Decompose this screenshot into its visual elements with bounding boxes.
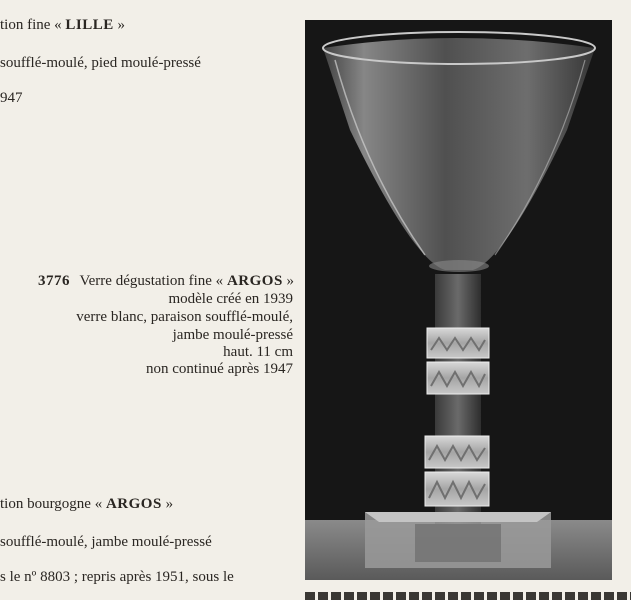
argos-title-suffix: » [282,273,295,289]
bourgogne-title-suffix: » [161,496,174,512]
lille-year: 947 [0,90,23,106]
argos-discontinued-line: non continué après 1947 [145,361,293,377]
catalog-number: 3776 [38,273,70,289]
argos-created-line: modèle créé en 1939 [168,291,293,307]
bourgogne-note: s le nº 8803 ; repris après 1951, sous le [0,569,234,585]
argos-material-line: verre blanc, paraison soufflé-moulé, [76,309,293,325]
lille-title-suffix: » [113,17,126,33]
argos-stem-line: jambe moulé-pressé [172,327,293,343]
bourgogne-title-prefix: tion bourgogne « [0,496,106,512]
glass-photograph [305,20,612,580]
bourgogne-description: soufflé-moulé, jambe moulé-pressé [0,534,212,550]
argos-height-line: haut. 11 cm [223,344,293,360]
page-edge-decoration [305,592,631,600]
argos-entry-heading [38,272,294,290]
lille-title-name: LILLE [65,17,114,33]
argos-title-prefix: Verre dégustation fine « [79,273,227,289]
lille-description: soufflé-moulé, pied moulé-pressé [0,55,201,71]
bourgogne-title-name: ARGOS [105,496,162,512]
lille-title [0,16,125,34]
bourgogne-title [0,495,173,513]
wine-glass-illustration [305,20,612,580]
lille-title-prefix: tion fine « [0,17,66,33]
argos-title-name: ARGOS [226,273,283,289]
